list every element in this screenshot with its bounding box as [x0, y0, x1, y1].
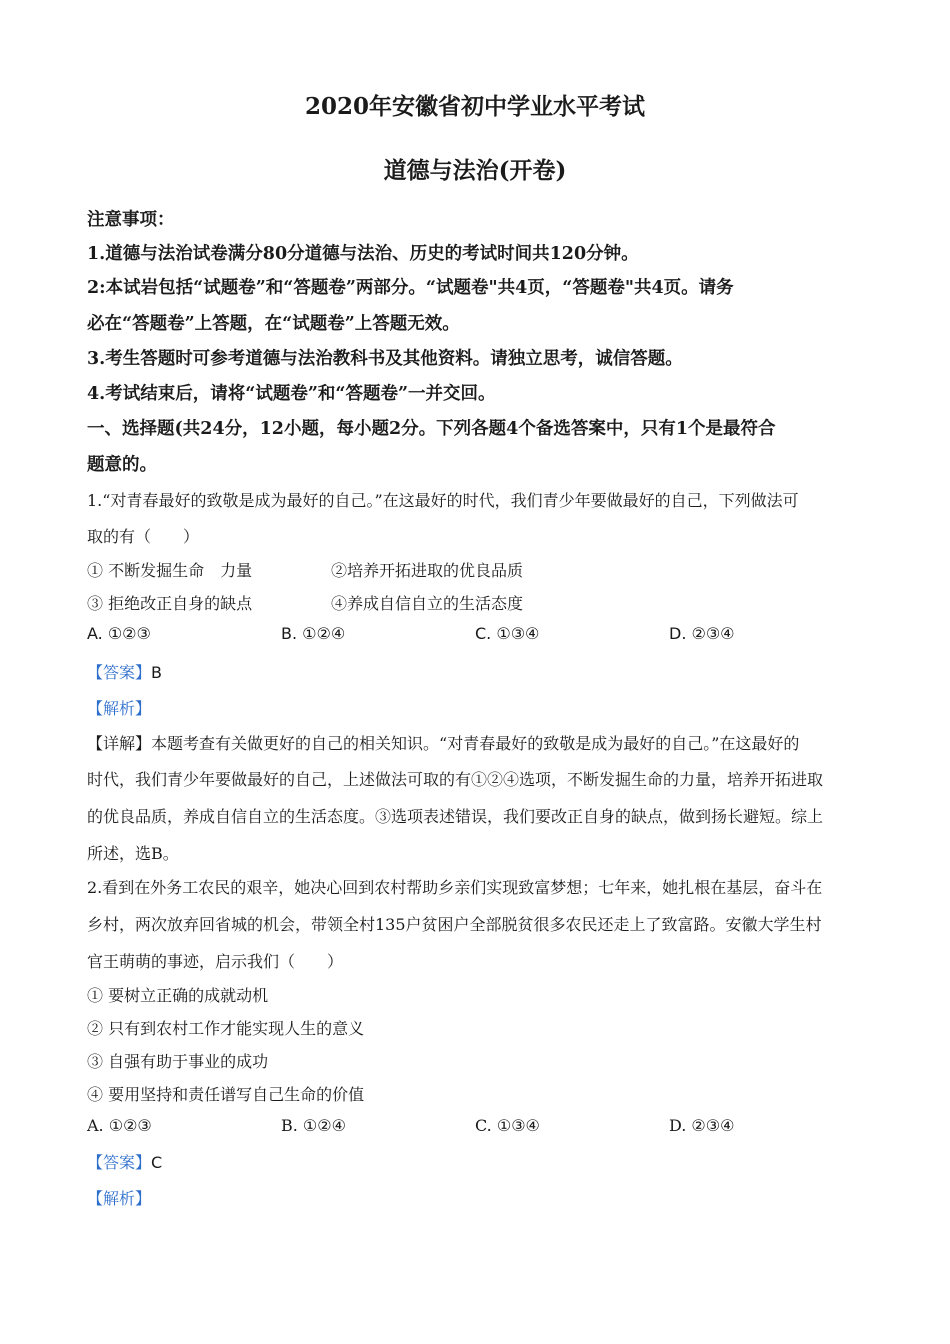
notice-item: 1.道德与法治试卷满分80分道德与法治、历史的考试时间共120分钟。: [87, 244, 639, 264]
answer-value: B: [151, 663, 162, 682]
q2-option-c: C. ①③④: [475, 1116, 540, 1135]
section-heading: 一、选择题(共24分，12小题，每小题2分。下列各题4个备选答案中，只有1个是最符合: [87, 419, 776, 439]
q1-option-d: D. ②③④: [669, 624, 735, 643]
notice-item: 2:本试岩包括“试题卷”和“答题卷”两部分。“试题卷"共4页，“答题卷"共4页。请务: [87, 278, 734, 298]
q1-stem-cont: 取的有（ ）: [87, 527, 200, 546]
notice-item: 必在“答题卷”上答题，在“试题卷”上答题无效。: [87, 314, 460, 334]
q1-option-b: B. ①②④: [281, 624, 346, 643]
answer-value: C: [151, 1153, 163, 1172]
q2-option-b: B. ①②④: [281, 1116, 346, 1135]
q1-item-3: ③ 拒绝改正自身的缺点: [87, 594, 253, 613]
detail-tag: 【详解】: [87, 734, 152, 753]
q2-stem-cont: 乡村，两次放弃回省城的机会，带领全村135户贫困户全部脱贫很多农民还走上了致富路。安徽大学生村: [87, 915, 822, 934]
section-heading-cont: 题意的。: [87, 455, 157, 475]
notice-item: 3.考生答题时可参考道德与法治教科书及其他资料。请独立思考，诚信答题。: [87, 349, 683, 369]
q1-item-4: ④养成自信自立的生活态度: [331, 594, 524, 613]
q1-item-1: ① 不断发掘生命 力量: [87, 561, 253, 580]
q1-detail-cont: 时代，我们青少年要做最好的自己，上述做法可取的有①②④选项，不断发掘生命的力量，培养开拓进取: [87, 770, 824, 789]
q1-answer: [87, 660, 162, 683]
q1-stem: 1.“对青春最好的致敬是成为最好的自己。”在这最好的时代，我们青少年要做最好的自己，下列做法可: [87, 491, 799, 510]
notice-heading: 注意事项：: [87, 210, 175, 230]
q1-analysis-tag: 【解析】: [87, 699, 152, 718]
q2-item-4: ④ 要用坚持和责任谱写自己生命的价值: [87, 1085, 365, 1104]
q2-item-2: ② 只有到农村工作才能实现人生的意义: [87, 1019, 365, 1038]
q1-option-c: C. ①③④: [475, 624, 540, 643]
answer-tag: 【答案】: [87, 663, 152, 682]
notice-item: 4.考试结束后，请将“试题卷”和“答题卷”一并交回。: [87, 384, 496, 404]
detail-text: 本题考查有关做更好的自己的相关知识。“对青春最好的致敬是成为最好的自己。”在这最好的: [151, 734, 800, 753]
q1-detail: [87, 731, 799, 754]
answer-tag: 【答案】: [87, 1153, 152, 1172]
q2-stem-cont: 官王萌萌的事迹，启示我们（ ）: [87, 952, 344, 971]
q2-answer: [87, 1150, 162, 1173]
q2-analysis-tag: 【解析】: [87, 1189, 152, 1208]
q2-item-3: ③ 自强有助于事业的成功: [87, 1052, 269, 1071]
q2-option-a: A. ①②③: [87, 1116, 152, 1135]
q2-stem: 2.看到在外务工农民的艰辛，她决心回到农村帮助乡亲们实现致富梦想；七年来，她扎根在基层，奋斗在: [87, 878, 823, 897]
q1-option-a: A. ①②③: [87, 624, 151, 643]
exam-title: 2020年安徽省初中学业水平考试: [304, 93, 645, 120]
q2-item-1: ① 要树立正确的成就动机: [87, 986, 269, 1005]
q1-item-2: ②培养开拓进取的优良品质: [331, 561, 524, 580]
q1-detail-cont: 的优良品质，养成自信自立的生活态度。③选项表述错误，我们要改正自身的缺点，做到扬长避短。综上: [87, 807, 824, 826]
q2-option-d: D. ②③④: [669, 1116, 735, 1135]
q1-detail-cont: 所述，选B。: [87, 844, 179, 863]
exam-subtitle: 道德与法治(开卷): [383, 157, 567, 184]
